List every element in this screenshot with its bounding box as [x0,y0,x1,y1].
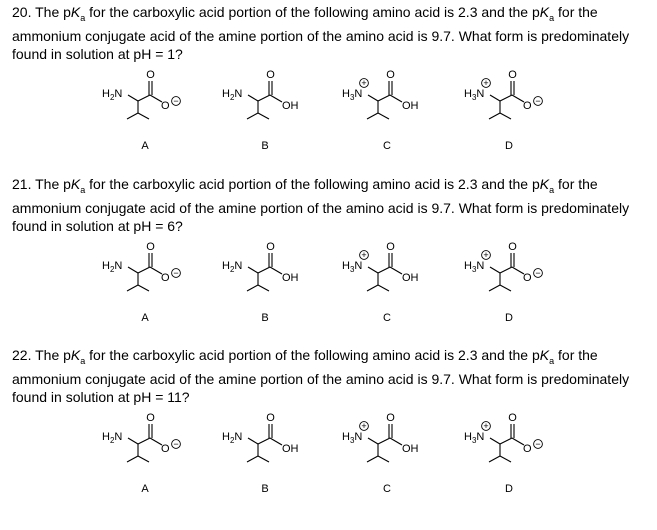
question-intro: The p [35,347,71,363]
bond-carbonyl-oxygen [390,438,402,445]
bond-n-calpha [368,267,378,273]
ka-symbol: K [70,176,81,192]
positive-charge-icon-sign: + [483,250,489,261]
choice-letter[interactable]: A [141,483,149,495]
carbonyl-oxygen-label: O [146,69,155,81]
bond-methyl-left [489,113,500,119]
amine-subscript: 3 [349,436,355,445]
bond-calpha-carbonyl [500,95,512,101]
carbonyl-oxygen-label: O [508,412,517,424]
question-mid: for the carboxylic acid portion of the following amino acid is 2.3 and the p [85,4,540,20]
positive-charge-icon-sign: + [483,78,489,89]
negative-charge-icon [172,268,181,278]
question-number: 22. [12,347,32,363]
amine-group-label [342,431,362,445]
bond-calpha-carbonyl [500,267,512,273]
negative-charge-icon [172,96,181,106]
amine-subscript: 2 [229,93,235,102]
bond-calpha-carbonyl [500,438,512,444]
positive-charge-icon-sign: + [361,250,367,261]
bond-methyl-left [127,285,138,291]
amino-acid-structure-c [338,62,448,126]
negative-charge-icon-sign: − [535,439,541,450]
bond-calpha-carbonyl [138,267,150,273]
amine-h: H [102,88,110,100]
bond-n-calpha [368,95,378,101]
carbonyl-oxygen-label: O [508,241,517,253]
bond-methyl-right [500,456,511,462]
ka-subscript: a [80,184,86,195]
hydroxyl-label: OH [282,100,299,112]
amine-subscript: 3 [471,436,477,445]
amine-group-label [464,260,484,274]
bond-methyl-left [247,113,258,119]
bond-methyl-left [247,285,258,291]
amine-subscript: 2 [229,265,235,274]
choice-letter[interactable]: C [383,483,391,495]
question-mid2: for the ammonium conjugate acid of the amine portion of the amino acid is 9.7. What form is predominately found in solution at pH = 11? [12,347,630,405]
amine-h: H [464,88,472,100]
question-mid: for the carboxylic acid portion of the following amino acid is 2.3 and the p [85,347,540,363]
positive-charge-icon [360,78,369,88]
amino-acid-structure-c [338,405,448,469]
carboxylate-oxygen-label: O [161,272,170,284]
choice-letter[interactable]: C [383,312,391,324]
amine-h: H [102,260,110,272]
amine-h: H [464,260,472,272]
bond-n-calpha [490,438,500,444]
question-intro: The p [35,176,71,192]
choice-letter[interactable]: B [261,312,269,324]
ka-symbol: K [539,176,550,192]
amino-acid-structure-b [218,405,328,469]
choice-letter[interactable]: A [141,140,149,152]
amine-n: N [354,88,363,100]
question-block [0,343,657,513]
amine-n: N [114,260,123,272]
choice-letter[interactable]: D [505,483,513,495]
amine-n: N [476,88,485,100]
choice-letter[interactable]: A [141,312,149,324]
carbonyl-oxygen-label: O [386,412,395,424]
negative-charge-icon-sign: − [173,439,179,450]
bond-methyl-right [378,285,389,291]
bond-methyl-right [378,113,389,119]
question-text [12,346,652,406]
question-mid2: for the ammonium conjugate acid of the amine portion of the amino acid is 9.7. What form is predominately found in solution at pH = 1? [12,4,630,62]
positive-charge-icon [482,421,491,431]
ka-subscript: a [80,12,86,23]
positive-charge-icon-sign: + [361,421,367,432]
choice-letter[interactable]: B [261,140,269,152]
bond-n-calpha [248,267,258,273]
amino-acid-structure-c [338,234,448,298]
amine-subscript: 2 [109,436,115,445]
bond-calpha-carbonyl [258,95,270,101]
positive-charge-icon [482,250,491,260]
negative-charge-icon-sign: − [535,96,541,107]
carbonyl-oxygen-label: O [266,412,275,424]
hydroxyl-label: OH [402,443,419,455]
amine-group-label [464,88,484,102]
bond-methyl-right [378,456,389,462]
amine-group-label [102,88,122,102]
hydroxyl-label: OH [402,272,419,284]
positive-charge-icon-sign: + [361,78,367,89]
bond-methyl-left [367,456,378,462]
bond-calpha-carbonyl [258,267,270,273]
bond-calpha-carbonyl [258,438,270,444]
bond-calpha-carbonyl [378,438,390,444]
carbonyl-oxygen-label: O [508,69,517,81]
amine-subscript: 3 [471,265,477,274]
amine-n: N [476,260,485,272]
bond-methyl-left [127,113,138,119]
amine-h: H [342,260,350,272]
bond-n-calpha [248,438,258,444]
amine-group-label [222,431,242,445]
question-mid: for the carboxylic acid portion of the following amino acid is 2.3 and the p [85,176,540,192]
amine-n: N [234,88,243,100]
question-intro: The p [35,4,71,20]
ka-symbol: K [539,347,550,363]
amino-acid-structure-d [460,62,570,126]
amine-n: N [476,431,485,443]
amine-subscript: 2 [229,436,235,445]
amine-subscript: 3 [349,265,355,274]
amine-n: N [114,88,123,100]
question-block [0,172,657,342]
ka-subscript: a [549,355,555,366]
choice-letter[interactable]: C [383,140,391,152]
carboxylate-oxygen-label: O [161,100,170,112]
amine-subscript: 2 [109,265,115,274]
negative-charge-icon [534,96,543,106]
ka-symbol: K [539,4,550,20]
bond-calpha-carbonyl [138,438,150,444]
bond-methyl-left [367,113,378,119]
bond-methyl-right [500,285,511,291]
positive-charge-icon [482,78,491,88]
ka-symbol: K [70,347,81,363]
amine-subscript: 3 [349,93,355,102]
bond-carbonyl-oxygen [270,95,282,102]
bond-calpha-carbonyl [378,267,390,273]
negative-charge-icon [534,268,543,278]
amino-acid-structure-d [460,234,570,298]
carboxylate-oxygen-label: O [161,443,170,455]
amino-acid-structure-d [460,405,570,469]
carboxylate-oxygen-label: O [523,272,532,284]
ka-symbol: K [70,4,81,20]
negative-charge-icon [172,439,181,449]
amine-group-label [464,431,484,445]
bond-methyl-right [500,113,511,119]
bond-n-calpha [368,438,378,444]
carbonyl-oxygen-label: O [386,241,395,253]
amine-h: H [342,88,350,100]
hydroxyl-label: OH [402,100,419,112]
amine-n: N [234,260,243,272]
amine-h: H [102,431,110,443]
negative-charge-icon-sign: − [173,268,179,279]
amine-subscript: 2 [109,93,115,102]
bond-methyl-left [489,285,500,291]
carboxylate-oxygen-label: O [523,100,532,112]
amino-acid-structure-a [98,405,208,469]
amine-n: N [234,431,243,443]
amine-group-label [102,431,122,445]
question-mid2: for the ammonium conjugate acid of the amine portion of the amino acid is 9.7. What form is predominately found in solution at pH = 6? [12,176,630,234]
bond-carbonyl-oxygen [390,267,402,274]
bond-n-calpha [128,267,138,273]
carboxylate-oxygen-label: O [523,443,532,455]
carbonyl-oxygen-label: O [146,241,155,253]
amine-n: N [354,431,363,443]
choice-letter[interactable]: B [261,483,269,495]
choice-letter[interactable]: D [505,312,513,324]
bond-methyl-right [138,456,149,462]
ka-subscript: a [80,355,86,366]
bond-methyl-right [138,285,149,291]
bond-methyl-right [138,113,149,119]
amine-group-label [222,260,242,274]
carbonyl-oxygen-label: O [266,69,275,81]
amine-subscript: 3 [471,93,477,102]
bond-n-calpha [490,95,500,101]
amine-group-label [102,260,122,274]
amine-group-label [222,88,242,102]
ka-subscript: a [549,12,555,23]
bond-methyl-left [367,285,378,291]
question-text [12,175,652,235]
choice-letter[interactable]: D [505,140,513,152]
bond-n-calpha [128,438,138,444]
amino-acid-structure-b [218,62,328,126]
bond-calpha-carbonyl [138,95,150,101]
carbonyl-oxygen-label: O [146,412,155,424]
bond-n-calpha [248,95,258,101]
bond-n-calpha [490,267,500,273]
carbonyl-oxygen-label: O [386,69,395,81]
amino-acid-structure-a [98,62,208,126]
bond-methyl-right [258,113,269,119]
amine-n: N [114,431,123,443]
amine-group-label [342,260,362,274]
ka-subscript: a [549,184,555,195]
amine-h: H [222,260,230,272]
bond-methyl-right [258,285,269,291]
bond-methyl-left [489,456,500,462]
question-block [0,0,657,170]
positive-charge-icon [360,421,369,431]
bond-methyl-left [247,456,258,462]
negative-charge-icon [534,439,543,449]
question-number: 20. [12,4,32,20]
question-number: 21. [12,176,32,192]
amine-h: H [342,431,350,443]
amino-acid-structure-a [98,234,208,298]
negative-charge-icon-sign: − [173,96,179,107]
hydroxyl-label: OH [282,443,299,455]
bond-carbonyl-oxygen [270,438,282,445]
negative-charge-icon-sign: − [535,268,541,279]
amine-h: H [222,431,230,443]
carbonyl-oxygen-label: O [266,241,275,253]
amine-h: H [222,88,230,100]
amine-n: N [354,260,363,272]
bond-carbonyl-oxygen [390,95,402,102]
bond-methyl-left [127,456,138,462]
bond-methyl-right [258,456,269,462]
question-text [12,3,652,63]
amine-h: H [464,431,472,443]
bond-n-calpha [128,95,138,101]
amine-group-label [342,88,362,102]
positive-charge-icon [360,250,369,260]
bond-carbonyl-oxygen [270,267,282,274]
positive-charge-icon-sign: + [483,421,489,432]
hydroxyl-label: OH [282,272,299,284]
amino-acid-structure-b [218,234,328,298]
bond-calpha-carbonyl [378,95,390,101]
